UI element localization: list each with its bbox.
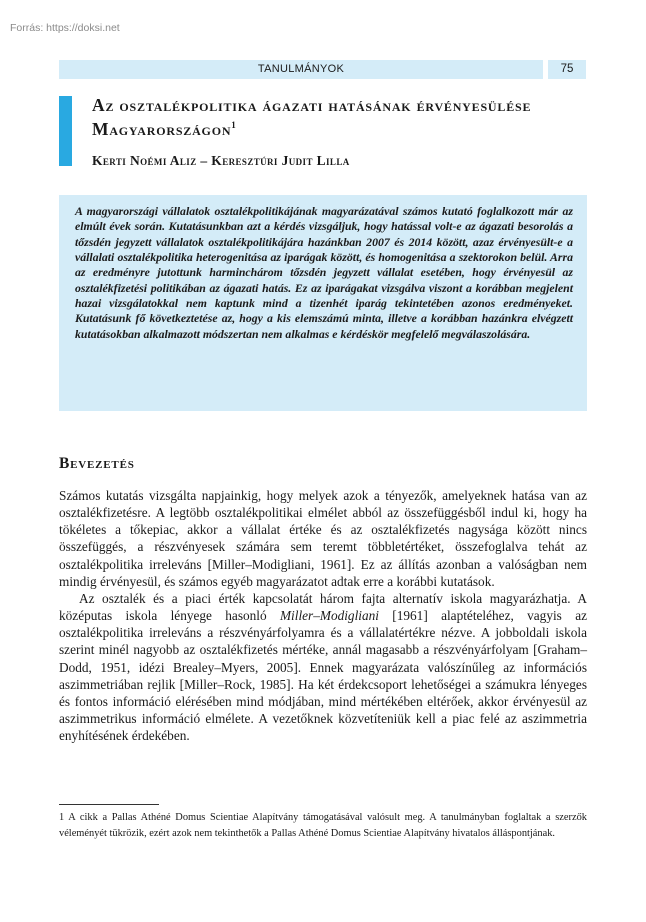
footnote-number: 1 [59,812,65,823]
paragraph-2 [59,590,587,744]
footnote-text: A cikk a Pallas Athéné Domus Scientiae Alapítvány támogatásával valósult meg. A tanulmányban foglaltak a szerzők véleményét tükrözik, ezért azok nem tekinthetők a Pallas Athéné Domus Scientiae Alapítvány hivatalos álláspontjának. [59,812,587,839]
paragraph-2-citation-authors: Miller–Modigliani [279,608,379,624]
section-label: TANULMÁNYOK [257,63,345,75]
abstract-text: A magyarországi vállalatok osztalékpolitikájának magyarázatával számos kutató foglalkozott már az elmúlt évek során. Kutatásunkban azt a kérdés vizsgáljuk, hogy hatással volt-e az ágazati besorolás a tőzsdén jegyzett vállalatok osztalékpolitikájára hazánkban 2007 és 2014 között, azaz érvényesült-e a vállalati osztalékpolitika heterogenitása az iparágak között, és homogenitása a szektorokon belül. Arra az eredményre jutottunk harminchárom tőzsdén jegyzett vállalat esetében, hogy érvényesül az osztalékfizetési politikában az ágazati hatás. Ez az iparágakat vizsgálva viszont a korábban megjelent hazai vizsgálatokkal nem kaptunk mind a tizenhét iparág tekintetében azonos eredményeket. Kutatásunk fő következtetése az, hogy a kis elemszámú minta, illetve a korábban hazánkra elvégzett kutatásokban alkalmazott módszertan nem alkalmas e kérdéskör megfelelő megválaszolására. [75,204,573,341]
abstract-box [59,195,587,411]
body-text [59,487,587,744]
title-footnote-mark[interactable]: 1 [231,120,237,131]
title-accent-bar [59,96,72,166]
section-heading: Bevezetés [59,455,135,472]
footnote-divider [59,804,159,805]
paragraph-1: Számos kutatás vizsgálta napjainkig, hogy melyek azok a tényezők, amelyeknek hatása van az osztalékfizetésre. A legtöbb osztalékpolitikai elmélet abból az összefüggésből indul ki, hogy ha tökéletes a tőkepiac, akkor a vállalat értéke és az osztalékfizetés nagysága között nincs összefüggés, a részvényesek számára sem teremt többletértéket, összefoglalva tehát az osztalékpolitika irreleváns [Miller–Modigliani, 1961]. Ez az állítás azonban a valóságban nem mindig érvényesül, és számos egyéb magyarázatot adtak erre a korábbi kutatások. [59,488,587,589]
article-title-text: Az osztalékpolitika ágazati hatásának érvényesülése Magyarországon [92,95,532,139]
footnote [59,810,587,841]
paragraph-2-before: Az osztalék és a piaci érték kapcsolatát három fajta alternatív iskola magyarázhatja. A középutas iskola lényege hasonló [59,590,587,624]
paragraph-2-after: [1961] alaptételéhez, vagyis az osztalékpolitika irreleváns a részvényárfolyamra és a vállalatértékre nézve. A jobboldali iskola szerint minél nagyobb az osztalékfizetés mértéke, annál magasabb a részvényárfolyam [Graham–Dodd, 1951, idézi Brealey–Myers, 2005]. Ennek magyarázata valószínűleg az információs aszimmetriában rejlik [Miller–Rock, 1985]. Ha két érdekcsoport lehetőségei a számukra lényeges és fontos információ elérésében mind módjában, mind mértékében eltérőek, akkor érvényesül az aszimmetrikus információ elmélete. A vezetőknek közvetíteniük kell a piac felé az aszimmetria enyhítésének érdekében. [59,608,587,744]
page-number: 75 [560,63,574,75]
source-label: Forrás: https://doksi.net [10,22,120,34]
article-authors: Kerti Noémi Aliz – Keresztúri Judit Lilla [92,153,350,168]
article-title [92,93,582,141]
